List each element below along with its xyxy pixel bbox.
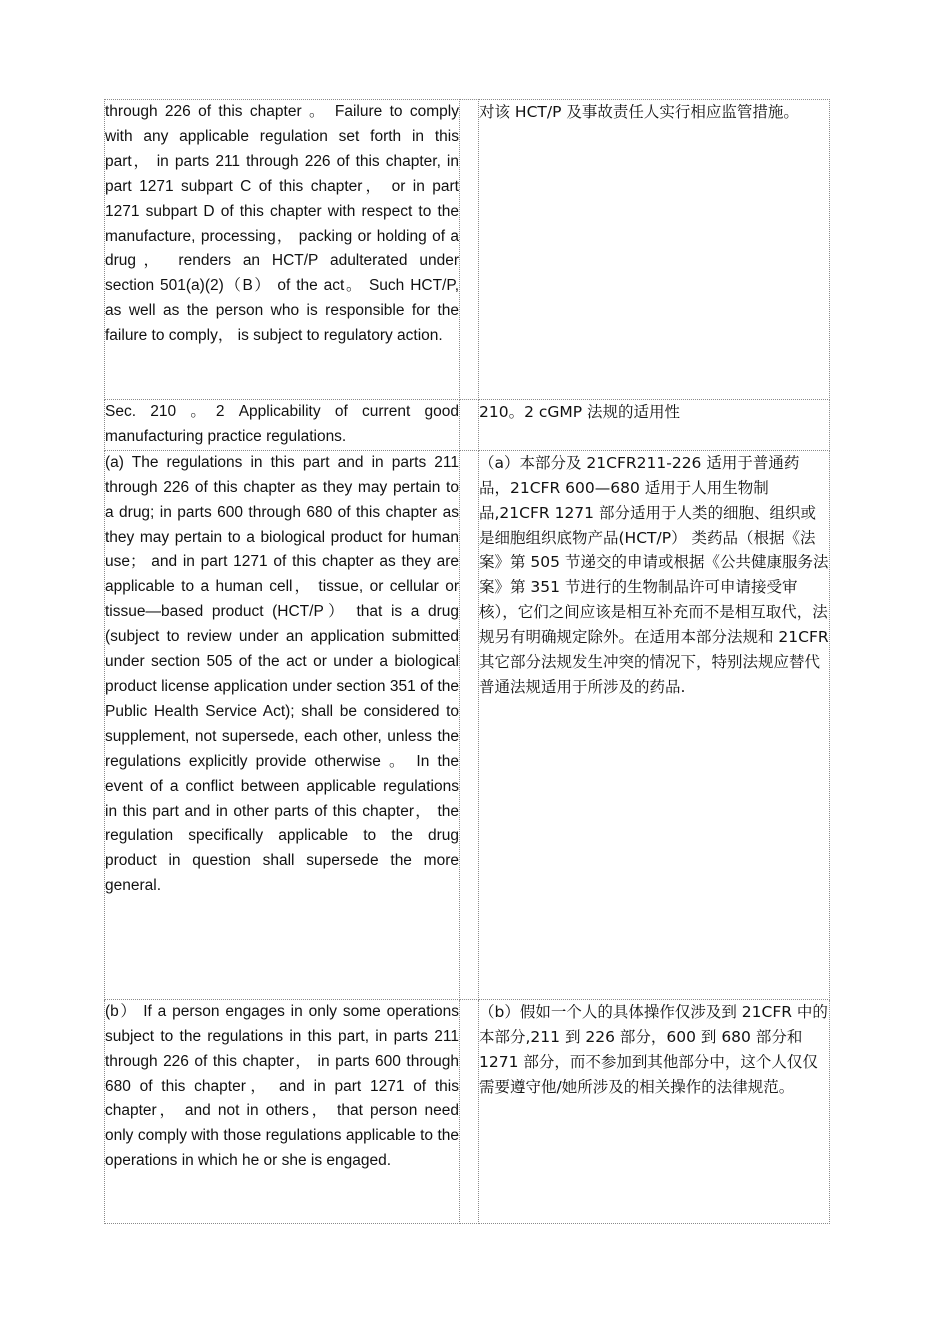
chinese-text-cell [479,100,830,400]
spacer-cell [460,999,479,1223]
english-paragraph: (b） If a person engages in only some operations subject to the regulations in this part, in parts 211 through 226 of this chapter， in parts 600 through 680 of this chapter， and in part 1271 of this chapter， and not in others， that person need only comply with those regulations applicable to the operations in which he or she is engaged. [105,1002,459,1170]
english-text-cell [105,400,460,451]
chinese-paragraph: （b）假如一个人的具体操作仅涉及到 21CFR 中的本部分,211 到 226 部分，600 到 680 部分和 1271 部分，而不参加到其他部分中，这个人仅仅需要遵守他/她所涉及的相关操作的法律规范。 [479,1002,828,1096]
table-row [105,450,830,999]
table-row [105,400,830,451]
spacer-cell [460,400,479,451]
english-text-cell [105,450,460,999]
english-text-cell [105,999,460,1223]
spacer-cell [460,100,479,400]
chinese-text-cell [479,999,830,1223]
english-paragraph: through 226 of this chapter 。 Failure to comply with any applicable regulation set forth in this part， in parts 211 through 226 of this chapter, in part 1271 subpart C of this chapter， or in part 1271 subpart D of this chapter with respect to the manufacture, processing， packing or holding of a drug， renders an HCT/P adulterated under section 501(a)(2)（B） of the act。 Such HCT/P, as well as the person who is responsible for the failure to comply， is subject to regulatory action. [105,103,459,345]
english-paragraph: (a) The regulations in this part and in parts 211 through 226 of this chapter as they may pertain to a drug; in parts 600 through 680 of this chapter as they may pertain to a biological product for human use； and in part 1271 of this chapter as they are applicable to a human cell， tissue, or cellular or tissue—based product (HCT/P） that is a drug (subject to review under an application submitted under section 505 of the act or under a biological product license application under section 351 of the Public Health Service Act); shall be considered to supplement, not supersede, each other, unless the regulations explicitly provide otherwise 。 In the event of a conflict between applicable regulations in this part and in other parts of this chapter， the regulation specifically applicable to the drug product in question shall supersede the more general. [105,453,459,895]
chinese-text-cell [479,400,830,451]
english-text-cell [105,100,460,400]
table-row [105,999,830,1223]
spacer-cell [460,450,479,999]
chinese-paragraph: 对该 HCT/P 及事故责任人实行相应监管措施。 [479,103,799,121]
section-heading-zh: 210。2 cGMP 法规的适用性 [479,403,681,421]
section-heading-en: Sec. 210 。2 Applicability of current good manufacturing practice regulations. [105,403,459,445]
chinese-paragraph: （a）本部分及 21CFR211-226 适用于普通药品，21CFR 600—680 适用于人用生物制品,21CFR 1271 部分适用于人类的细胞、组织或是细胞组织底物产品(HCT/P） 类药品（根据《法案》第 505 节递交的申请或根据《公共健康服务法案》第 351 节进行的生物制品许可申请接受审核），它们之间应该是相互补充而不是相互取代，法规另有明确规定除外。在适用本部分法规和 21CFR 其它部分法规发生冲突的情况下，特别法规应替代普通法规适用于所涉及的药品. [479,453,829,696]
bilingual-regulation-table [104,99,830,1224]
table-row [105,100,830,400]
chinese-text-cell [479,450,830,999]
